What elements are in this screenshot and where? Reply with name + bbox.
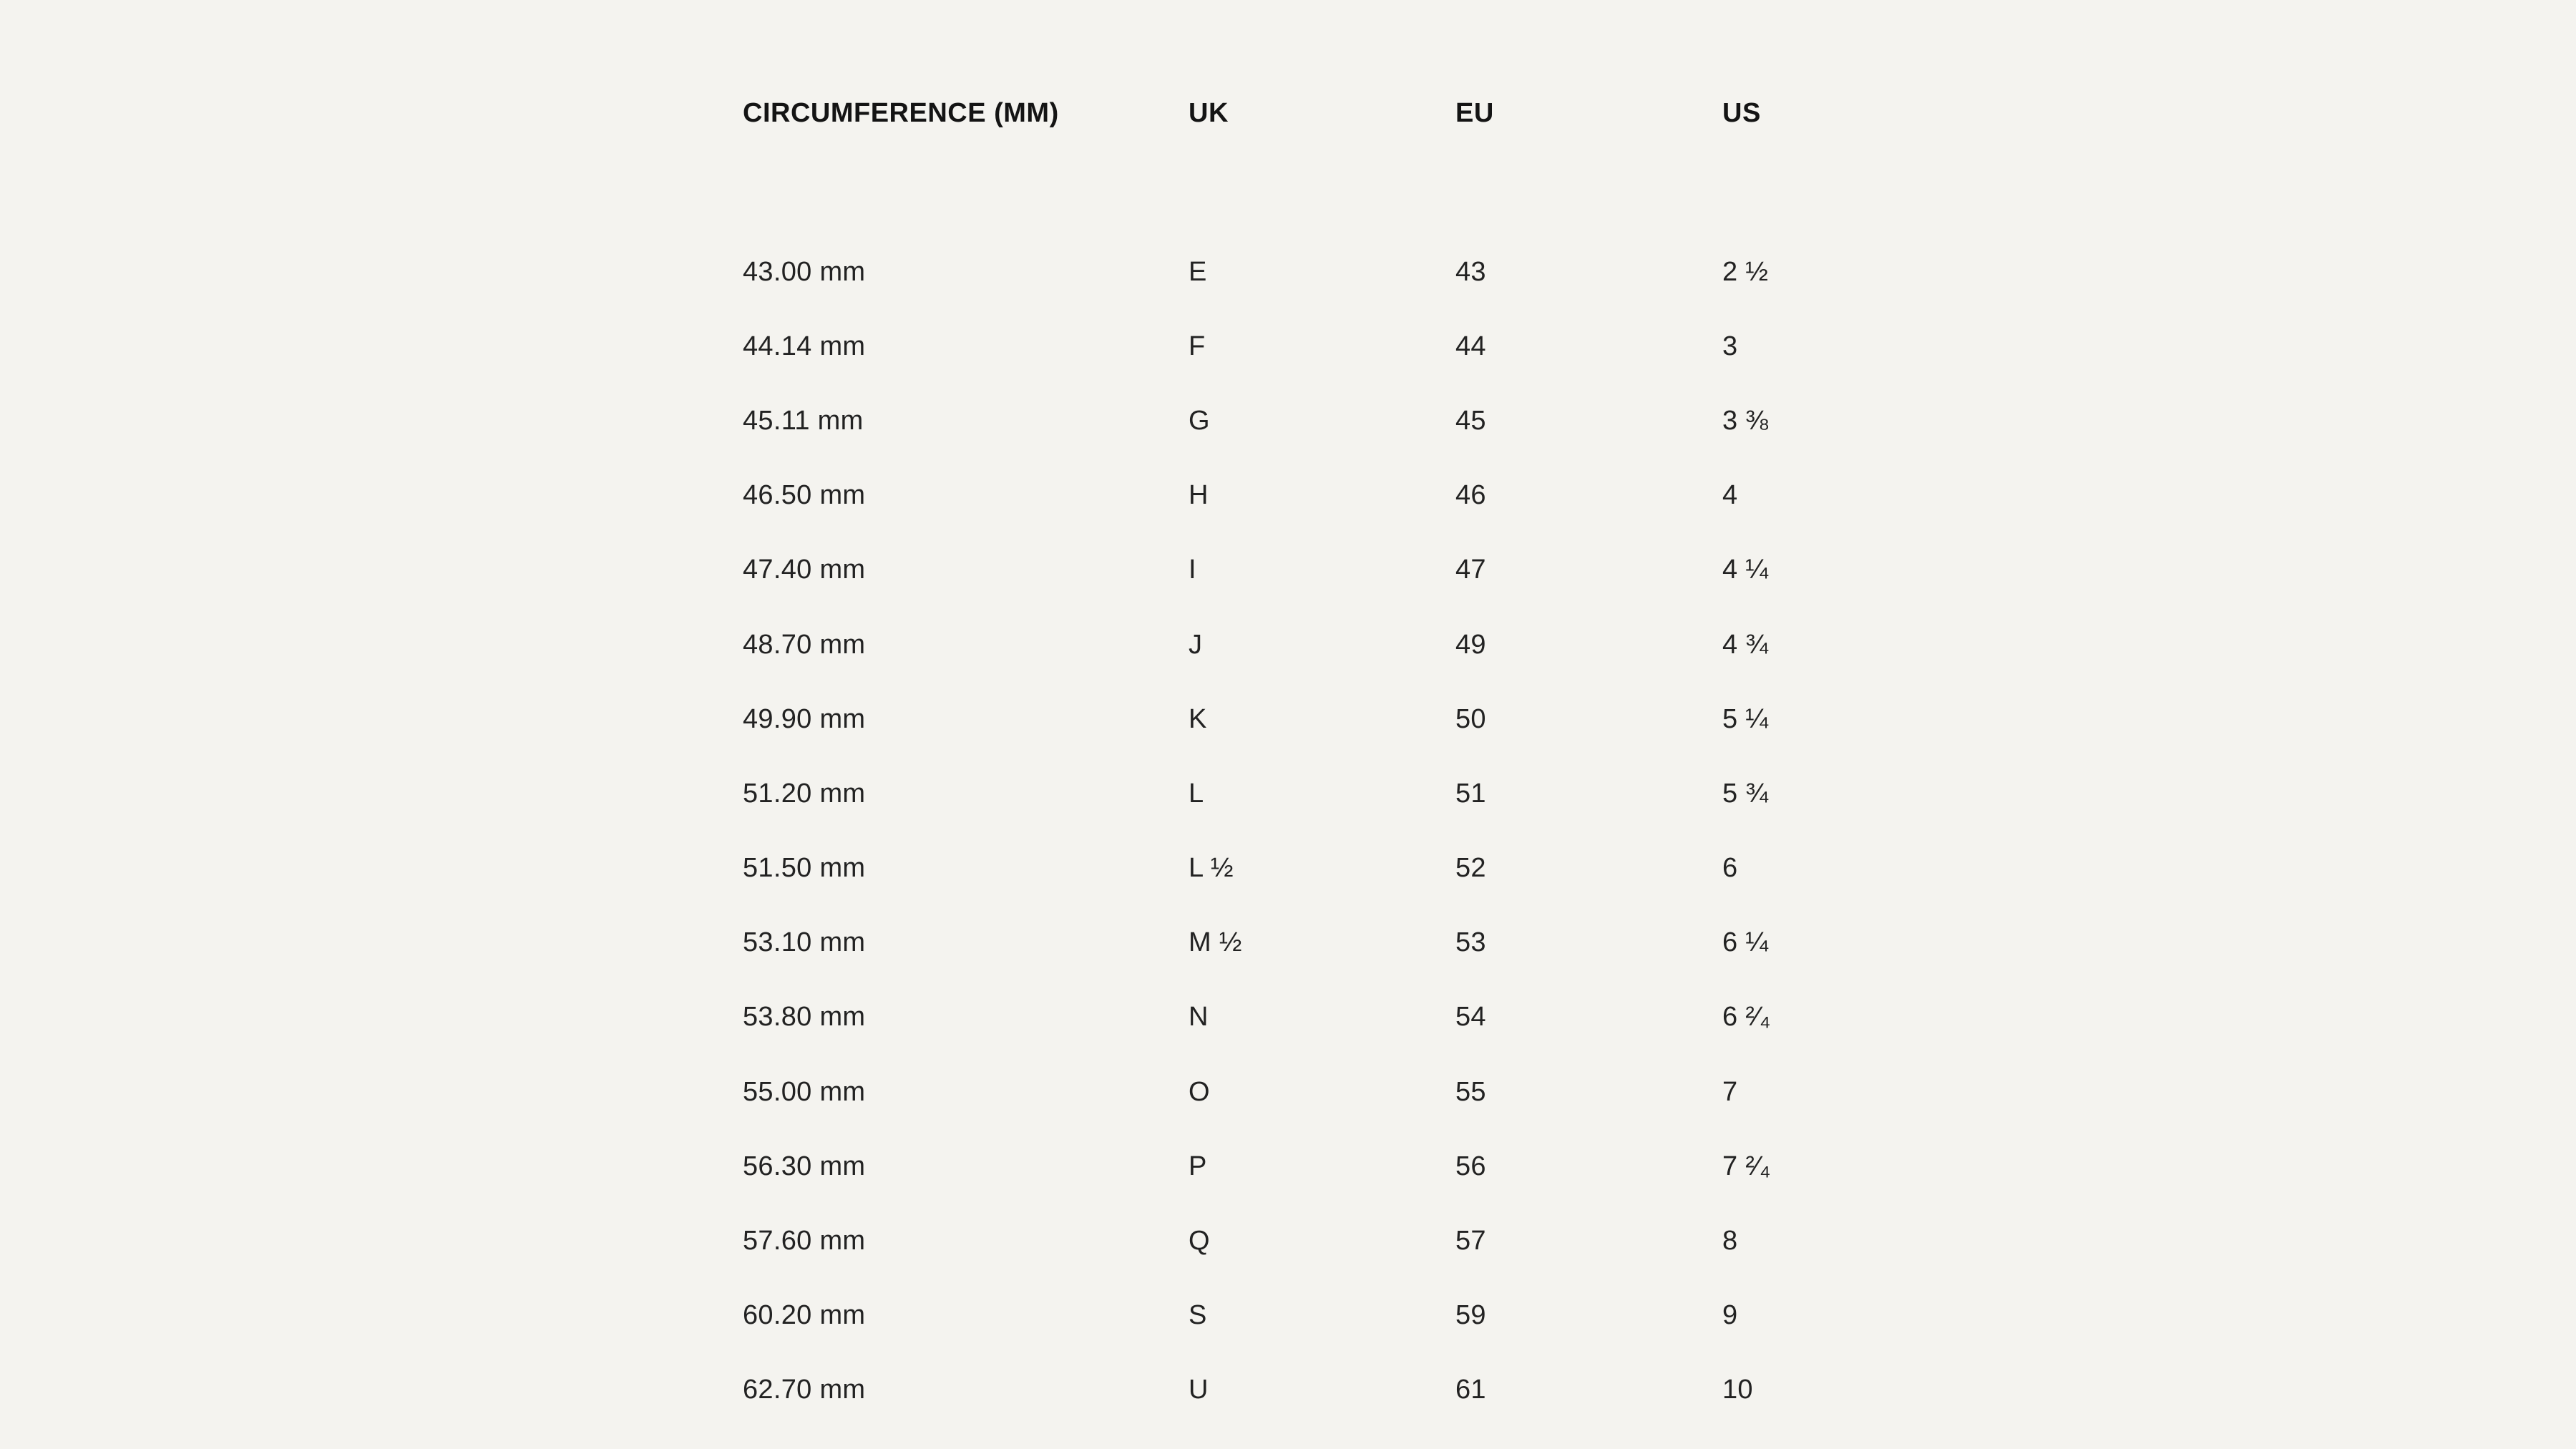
table-row	[743, 309, 1873, 384]
cell-circumference: 49.90 mm	[743, 703, 866, 734]
cell-circumference: 62.70 mm	[743, 1375, 866, 1405]
cell-eu: 54	[1455, 1002, 1486, 1033]
cell-us: 2 ½	[1722, 256, 1769, 287]
table-header	[743, 84, 1873, 142]
table-row	[743, 1129, 1873, 1204]
cell-circumference: 56.30 mm	[743, 1151, 866, 1181]
cell-circumference: 48.70 mm	[743, 629, 866, 660]
cell-circumference: 57.60 mm	[743, 1226, 866, 1257]
table-row	[743, 980, 1873, 1055]
table-row	[743, 235, 1873, 309]
cell-circumference: 45.11 mm	[743, 405, 864, 436]
table-row	[743, 1279, 1873, 1353]
cell-circumference: 46.50 mm	[743, 480, 866, 511]
header-circumference: CIRCUMFERENCE (MM)	[743, 97, 1059, 128]
table-row	[743, 1353, 1873, 1428]
cell-eu: 52	[1455, 853, 1486, 884]
header-eu: EU	[1455, 97, 1494, 128]
cell-uk: G	[1189, 405, 1210, 436]
cell-uk: N	[1189, 1002, 1209, 1033]
cell-us: 4	[1722, 480, 1738, 511]
cell-circumference: 53.80 mm	[743, 1002, 866, 1033]
cell-uk: M ½	[1189, 927, 1242, 958]
cell-us: 6 ¼	[1722, 927, 1769, 958]
cell-uk: I	[1189, 555, 1196, 585]
table-row	[743, 756, 1873, 831]
cell-eu: 49	[1455, 629, 1486, 660]
cell-eu: 61	[1455, 1375, 1486, 1405]
cell-eu: 45	[1455, 405, 1486, 436]
cell-circumference: 51.50 mm	[743, 853, 866, 884]
cell-us: 6	[1722, 853, 1738, 884]
cell-uk: L ½	[1189, 853, 1234, 884]
cell-us: 3	[1722, 331, 1738, 361]
cell-circumference: 44.14 mm	[743, 331, 866, 361]
cell-circumference: 51.20 mm	[743, 778, 866, 809]
cell-us: 5 ¾	[1722, 778, 1769, 809]
cell-circumference: 60.20 mm	[743, 1300, 866, 1331]
cell-us: 8	[1722, 1226, 1738, 1257]
cell-us: 4 ¾	[1722, 629, 1769, 660]
cell-uk: H	[1189, 480, 1209, 511]
cell-uk: F	[1189, 331, 1206, 361]
cell-eu: 50	[1455, 703, 1486, 734]
cell-us: 10	[1722, 1375, 1753, 1405]
cell-eu: 59	[1455, 1300, 1486, 1331]
cell-eu: 56	[1455, 1151, 1486, 1181]
cell-eu: 43	[1455, 256, 1486, 287]
table-row	[743, 831, 1873, 906]
table-row	[743, 459, 1873, 533]
table-row	[743, 608, 1873, 682]
cell-uk: S	[1189, 1300, 1207, 1331]
cell-eu: 53	[1455, 927, 1486, 958]
cell-circumference: 43.00 mm	[743, 256, 866, 287]
cell-circumference: 55.00 mm	[743, 1076, 866, 1107]
cell-uk: L	[1189, 778, 1204, 809]
ring-size-table	[743, 84, 1873, 1428]
cell-uk: U	[1189, 1375, 1209, 1405]
cell-us: 7 ²⁄₄	[1722, 1151, 1771, 1181]
table-row	[743, 1204, 1873, 1278]
cell-circumference: 53.10 mm	[743, 927, 866, 958]
cell-uk: Q	[1189, 1226, 1210, 1257]
cell-us: 3 ⅜	[1722, 405, 1769, 436]
cell-uk: K	[1189, 703, 1207, 734]
header-us: US	[1722, 97, 1761, 128]
cell-us: 5 ¼	[1722, 703, 1769, 734]
cell-us: 9	[1722, 1300, 1738, 1331]
cell-us: 4 ¼	[1722, 555, 1769, 585]
cell-eu: 51	[1455, 778, 1486, 809]
cell-eu: 47	[1455, 555, 1486, 585]
table-row	[743, 906, 1873, 980]
cell-us: 6 ²⁄₄	[1722, 1002, 1771, 1033]
cell-uk: P	[1189, 1151, 1207, 1181]
table-row	[743, 682, 1873, 756]
header-uk: UK	[1189, 97, 1229, 128]
cell-eu: 44	[1455, 331, 1486, 361]
cell-uk: O	[1189, 1076, 1210, 1107]
table-row	[743, 1055, 1873, 1129]
cell-eu: 55	[1455, 1076, 1486, 1107]
cell-eu: 46	[1455, 480, 1486, 511]
table-body	[743, 235, 1873, 1428]
cell-circumference: 47.40 mm	[743, 555, 866, 585]
cell-uk: J	[1189, 629, 1203, 660]
cell-uk: E	[1189, 256, 1207, 287]
table-row	[743, 384, 1873, 458]
table-row	[743, 533, 1873, 608]
cell-us: 7	[1722, 1076, 1738, 1107]
cell-eu: 57	[1455, 1226, 1486, 1257]
